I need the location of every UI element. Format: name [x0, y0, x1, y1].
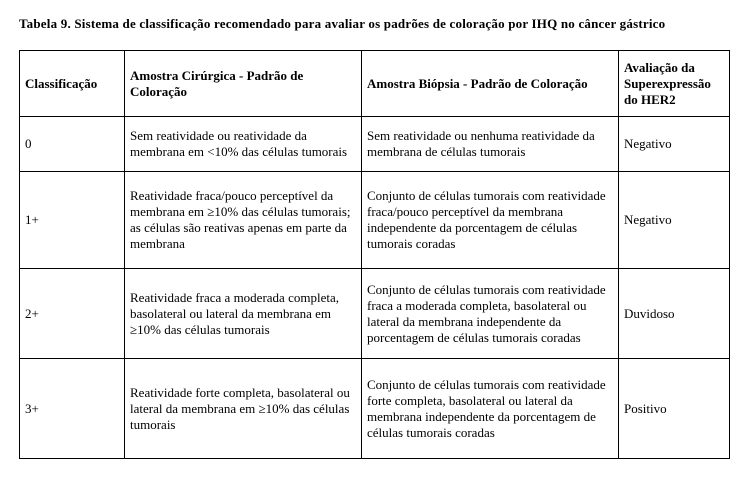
table-header-row — [20, 51, 730, 117]
table-row — [20, 172, 730, 269]
table-row — [20, 117, 730, 172]
biopsy-pattern-cell: Sem reatividade ou nenhuma reatividade da membrana de células tumorais — [362, 117, 619, 172]
header-surgical-sample: Amostra Cirúrgica - Padrão de Coloração — [125, 51, 362, 117]
biopsy-pattern-cell: Conjunto de células tumorais com reatividade fraca a moderada completa, basolateral ou lateral da membrana independente da porcentagem de células tumorais coradas — [362, 269, 619, 359]
evaluation-cell: Negativo — [619, 117, 730, 172]
grade-cell: 0 — [20, 117, 125, 172]
surgical-pattern-cell: Reatividade fraca/pouco perceptível da membrana em ≥10% das células tumorais; as células são reativas apenas em parte da membrana — [125, 172, 362, 269]
her2-classification-table — [19, 50, 730, 459]
header-classification: Classificação — [20, 51, 125, 117]
table-caption: Tabela 9. Sistema de classificação recomendado para avaliar os padrões de coloração por IHQ no câncer gástrico — [19, 16, 666, 31]
header-biopsy-sample: Amostra Biópsia - Padrão de Coloração — [362, 51, 619, 117]
biopsy-pattern-cell: Conjunto de células tumorais com reatividade forte completa, basolateral ou lateral da membrana independente da porcentagem de células tumorais coradas — [362, 359, 619, 459]
evaluation-cell: Positivo — [619, 359, 730, 459]
header-her2-evaluation: Avaliação da Superexpressão do HER2 — [619, 51, 730, 117]
biopsy-pattern-cell: Conjunto de células tumorais com reatividade fraca/pouco perceptível da membrana independente da porcentagem de células tumorais coradas — [362, 172, 619, 269]
table-row — [20, 359, 730, 459]
surgical-pattern-cell: Reatividade forte completa, basolateral ou lateral da membrana em ≥10% das células tumorais — [125, 359, 362, 459]
evaluation-cell: Negativo — [619, 172, 730, 269]
grade-cell: 1+ — [20, 172, 125, 269]
grade-cell: 2+ — [20, 269, 125, 359]
surgical-pattern-cell: Reatividade fraca a moderada completa, basolateral ou lateral da membrana em ≥10% das células tumorais — [125, 269, 362, 359]
surgical-pattern-cell: Sem reatividade ou reatividade da membrana em <10% das células tumorais — [125, 117, 362, 172]
grade-cell: 3+ — [20, 359, 125, 459]
evaluation-cell: Duvidoso — [619, 269, 730, 359]
table-row — [20, 269, 730, 359]
